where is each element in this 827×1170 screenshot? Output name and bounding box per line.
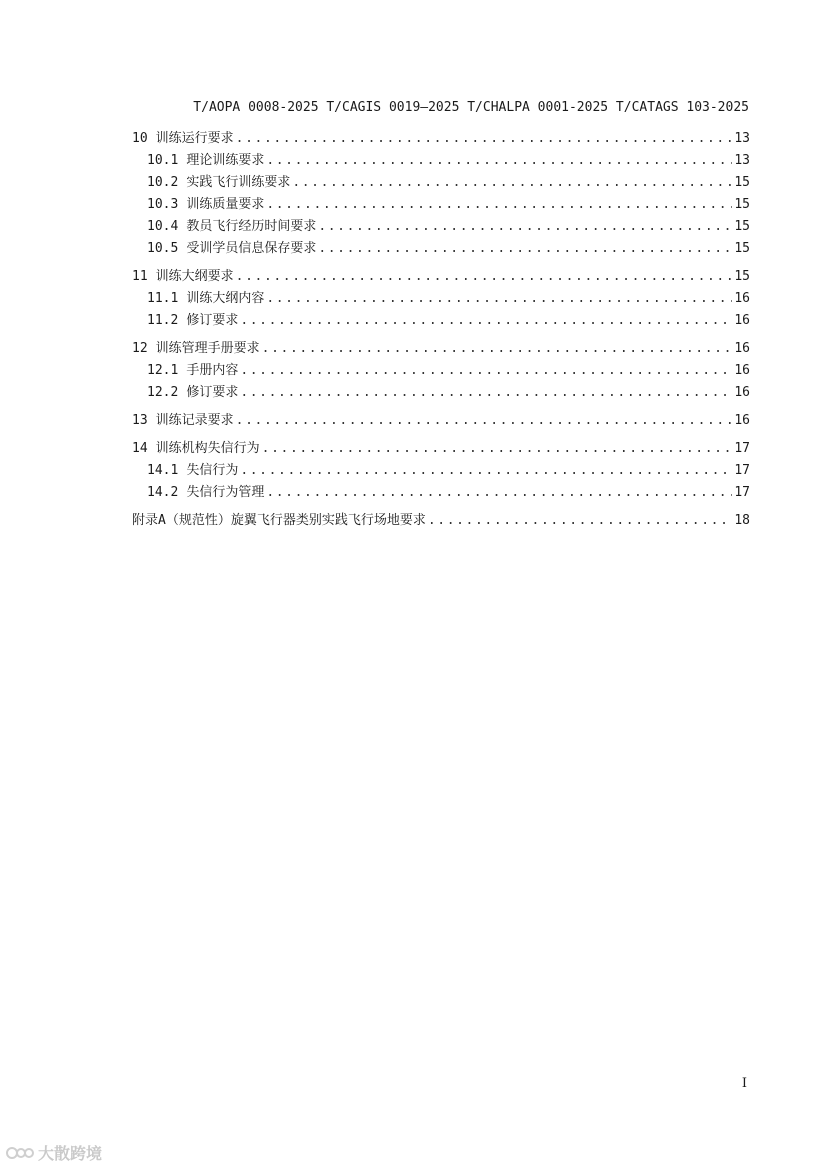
toc-entry-number: 10.5	[147, 241, 179, 256]
toc-entry-number: 10.1	[147, 153, 179, 168]
toc-entry-page: 15	[734, 175, 750, 190]
toc-entry[interactable]	[132, 172, 750, 194]
toc-entry-number: 12.1	[147, 363, 179, 378]
toc-entry-title: 训练机构失信行为	[155, 441, 260, 456]
toc-entry-title: 训练大纲要求	[155, 269, 234, 284]
toc-entry-number: 11.2	[147, 313, 179, 328]
toc-entry-title: 训练质量要求	[186, 197, 265, 212]
toc-leader-dots	[318, 238, 732, 260]
toc-leader-dots	[262, 438, 732, 460]
toc-entry-title: 训练运行要求	[155, 131, 234, 146]
toc-entry-page: 17	[734, 485, 750, 500]
toc-entry[interactable]	[132, 128, 750, 150]
toc-entry-page: 18	[734, 513, 750, 528]
toc-entry[interactable]	[132, 150, 750, 172]
toc-entry[interactable]	[132, 482, 750, 504]
toc-entry[interactable]	[132, 310, 750, 332]
toc-entry-page: 16	[734, 363, 750, 378]
toc-leader-dots	[240, 310, 732, 332]
watermark-text: 大散跨境	[38, 1144, 103, 1163]
toc-entry[interactable]	[132, 238, 750, 260]
toc-entry-number: 附录A	[132, 513, 166, 528]
toc-entry-title: 手册内容	[186, 363, 239, 378]
toc-entry-page: 17	[734, 441, 750, 456]
toc-entry-title: 教员飞行经历时间要求	[186, 219, 317, 234]
toc-leader-dots	[266, 288, 732, 310]
toc-entry-number: 10.4	[147, 219, 179, 234]
toc-leader-dots	[266, 194, 732, 216]
toc-entry-number: 13	[132, 413, 148, 428]
toc-entry-number: 12	[132, 341, 148, 356]
toc-leader-dots	[266, 482, 732, 504]
toc-entry-number: 10.3	[147, 197, 179, 212]
toc-leader-dots	[236, 410, 732, 432]
toc-leader-dots	[266, 150, 732, 172]
toc-leader-dots	[240, 382, 732, 404]
toc-entry-page: 13	[734, 153, 750, 168]
toc-leader-dots	[292, 172, 732, 194]
toc-leader-dots	[240, 460, 732, 482]
toc-entry-page: 16	[734, 291, 750, 306]
toc-leader-dots	[318, 216, 732, 238]
toc-entry-title: 理论训练要求	[186, 153, 265, 168]
toc-entry-number: 10.2	[147, 175, 179, 190]
standard-numbers-header: T/AOPA 0008-2025 T/CAGIS 0019—2025 T/CHALPA 0001-2025 T/CATAGS 103-2025	[193, 100, 749, 115]
toc-entry-number: 14.2	[147, 485, 179, 500]
toc-entry-page: 16	[734, 385, 750, 400]
toc-entry-page: 15	[734, 197, 750, 212]
toc-entry[interactable]	[132, 216, 750, 238]
toc-entry-page: 15	[734, 241, 750, 256]
toc-leader-dots	[262, 338, 732, 360]
toc-entry-number: 14	[132, 441, 148, 456]
toc-entry-title: 修订要求	[186, 385, 239, 400]
toc-entry-number: 11	[132, 269, 148, 284]
toc-entry-page: 16	[734, 341, 750, 356]
toc-entry-number: 12.2	[147, 385, 179, 400]
toc-entry-title: 失信行为	[186, 463, 239, 478]
toc-entry[interactable]	[132, 266, 750, 288]
toc-entry[interactable]	[132, 338, 750, 360]
toc-entry-page: 17	[734, 463, 750, 478]
watermark-logo-icon	[6, 1145, 34, 1161]
watermark	[6, 1141, 102, 1164]
toc-leader-dots	[236, 128, 732, 150]
toc-entry[interactable]	[132, 194, 750, 216]
toc-entry-page: 15	[734, 219, 750, 234]
toc-entry-page: 16	[734, 413, 750, 428]
toc-entry-page: 13	[734, 131, 750, 146]
toc-entry-number: 14.1	[147, 463, 179, 478]
toc-entry[interactable]	[132, 460, 750, 482]
toc-entry[interactable]	[132, 382, 750, 404]
toc-entry[interactable]	[132, 410, 750, 432]
page-number: I	[741, 1076, 747, 1091]
toc-entry-title: 训练管理手册要求	[155, 341, 260, 356]
toc-entry-number: 11.1	[147, 291, 179, 306]
toc-entry[interactable]	[132, 288, 750, 310]
toc-entry[interactable]	[132, 438, 750, 460]
toc-entry-number: 10	[132, 131, 148, 146]
toc-leader-dots	[236, 266, 732, 288]
toc-entry-page: 15	[734, 269, 750, 284]
toc-entry-title: （规范性）旋翼飞行器类别实践飞行场地要求	[165, 513, 426, 528]
toc-entry[interactable]	[132, 360, 750, 382]
toc-entry-title: 受训学员信息保存要求	[186, 241, 317, 256]
toc-entry-title: 训练记录要求	[155, 413, 234, 428]
toc-entry-page: 16	[734, 313, 750, 328]
toc-leader-dots	[240, 360, 732, 382]
toc-leader-dots	[428, 510, 732, 532]
toc-entry[interactable]	[132, 510, 750, 532]
toc-entry-title: 失信行为管理	[186, 485, 265, 500]
toc-entry-title: 实践飞行训练要求	[186, 175, 291, 190]
toc-entry-title: 训练大纲内容	[186, 291, 265, 306]
table-of-contents	[132, 128, 750, 532]
toc-entry-title: 修订要求	[186, 313, 239, 328]
